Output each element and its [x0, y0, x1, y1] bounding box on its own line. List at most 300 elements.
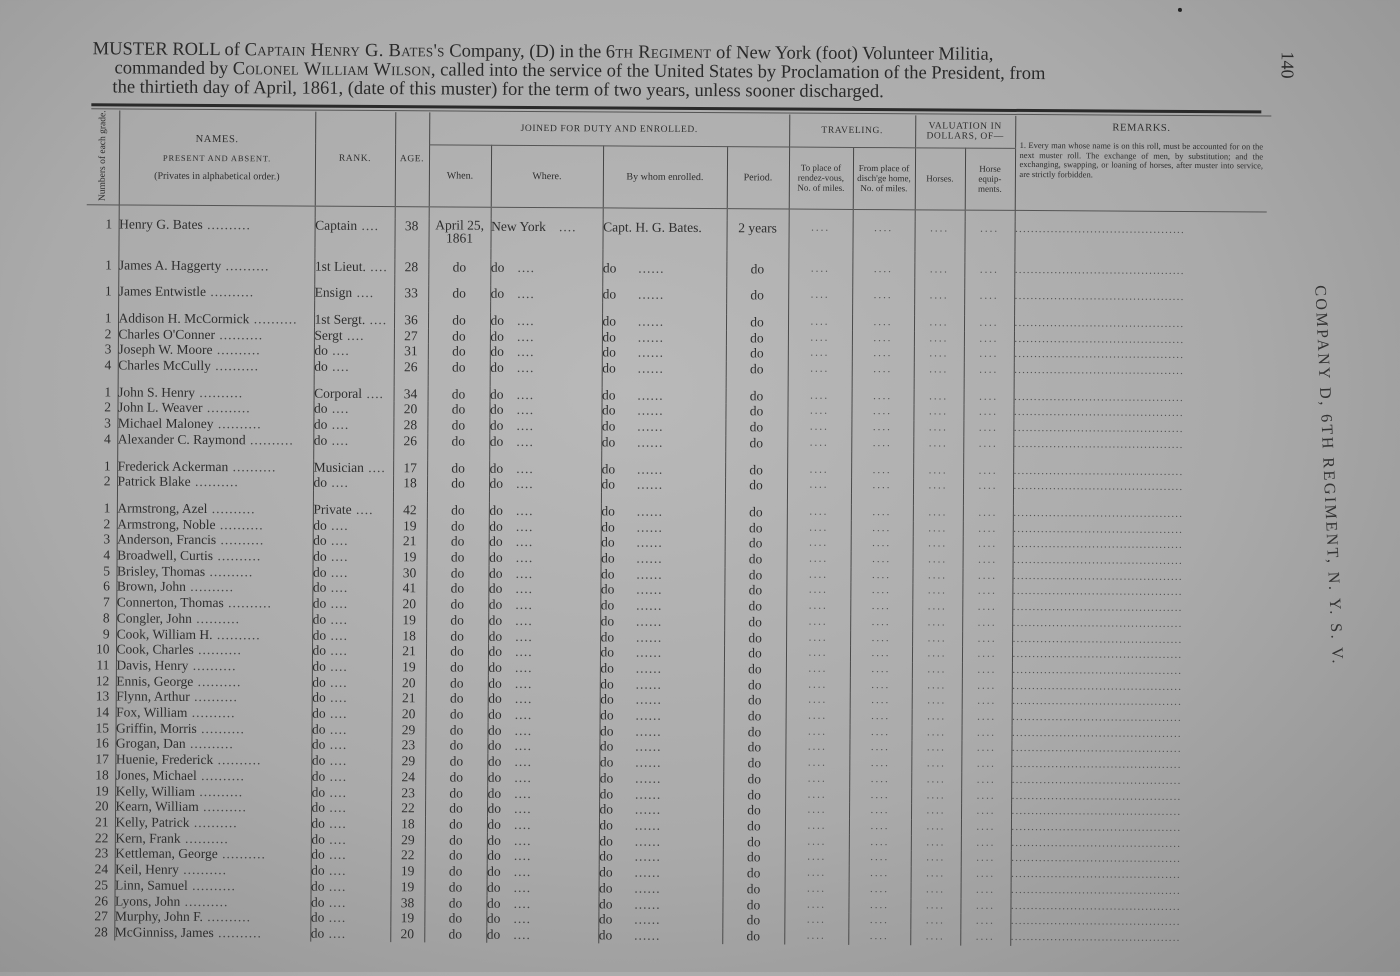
leader-dots: ......	[616, 286, 665, 302]
soldier-name-text: James Entwistle	[118, 283, 207, 300]
horse-equipment-blank: ....	[961, 757, 1011, 773]
spacer-cell	[394, 375, 428, 386]
leader-dots: ....	[500, 879, 532, 895]
period-cell: do	[723, 724, 785, 740]
leader-dots: ....	[326, 564, 349, 580]
leader-dots: ....	[545, 218, 577, 234]
horse-equipment-blank: ....	[963, 537, 1013, 553]
horses-blank: ....	[912, 647, 962, 663]
soldier-name	[115, 767, 311, 784]
soldier-name	[116, 642, 312, 659]
row-number: 27	[94, 908, 108, 924]
leader-dots: ......	[613, 676, 662, 692]
spacer-cell	[314, 301, 394, 312]
from-place-blank: ....	[848, 897, 910, 913]
rank-text: do	[312, 690, 326, 706]
leader-dots: ....	[327, 432, 350, 448]
from-place-blank: ....	[852, 288, 914, 304]
enrolled-by-cell	[600, 692, 724, 708]
spacer-cell	[394, 248, 428, 259]
horses-blank: ....	[911, 851, 961, 867]
horses-blank: ....	[914, 389, 964, 405]
from-place-blank: ....	[849, 772, 911, 788]
spacer-cell	[727, 208, 789, 220]
rank-text: do	[313, 401, 328, 417]
where-cell	[489, 503, 601, 519]
soldier-name-text: Alexander C. Raymond	[117, 431, 246, 448]
roll-body	[82, 204, 1266, 947]
period-cell: do	[724, 693, 786, 709]
enrolled-by-cell	[599, 817, 723, 833]
side-caption: COMPANY D, 6TH REGIMENT, N. Y. S. V.	[1311, 284, 1346, 667]
rank-text: do	[310, 909, 325, 925]
where-text: do	[487, 816, 502, 832]
where-text: do	[486, 910, 501, 927]
leader-dots: ......	[614, 613, 663, 629]
leader-dots: ......	[614, 629, 663, 645]
remarks-blank: ...........................................	[1012, 694, 1264, 711]
where-cell	[488, 644, 600, 660]
when-cell: do	[425, 722, 487, 738]
from-place-blank: ....	[849, 740, 911, 756]
when-cell: do	[425, 879, 487, 895]
rank-cell	[313, 459, 393, 475]
where-cell	[487, 785, 599, 801]
where-text: do	[487, 848, 501, 864]
leader-dots: ....	[363, 459, 386, 475]
spacer-cell	[914, 278, 964, 289]
title-text: , called into the service of the United States by Proclamation of the President, from	[430, 60, 1046, 85]
to-place-blank: ....	[784, 913, 848, 929]
horse-equipment-blank: ....	[963, 463, 1013, 479]
rank-text: 1st Sergt.	[314, 311, 366, 327]
soldier-name	[116, 626, 312, 643]
from-place-blank: ....	[850, 662, 912, 678]
where-cell	[488, 581, 600, 597]
enrolled-by-text: do	[601, 418, 616, 434]
where-text: do	[489, 460, 504, 476]
when-cell: do	[428, 312, 490, 328]
age-cell: 30	[392, 565, 426, 581]
spacer-cell	[913, 494, 963, 505]
soldier-name-text: Patrick Blake	[117, 473, 191, 490]
rank-text: do	[311, 737, 326, 753]
row-number: 8	[102, 610, 110, 626]
horses-blank: ....	[913, 436, 963, 452]
period-cell: do	[725, 520, 787, 536]
enrolled-by-text: do	[600, 597, 615, 613]
where-cell	[488, 565, 600, 581]
enrolled-by-text: do	[600, 613, 615, 629]
age-cell: 17	[393, 460, 427, 476]
from-place-blank: ....	[851, 521, 913, 537]
leader-dots: ....	[501, 644, 533, 660]
where-cell	[489, 434, 601, 450]
from-place-blank: ....	[850, 615, 912, 631]
leader-dots: ....	[501, 801, 532, 817]
to-place-blank: ....	[784, 928, 848, 944]
spacer-cell	[913, 452, 963, 463]
soldier-name	[117, 500, 313, 517]
where-text: do	[488, 565, 503, 581]
where-cell	[488, 707, 600, 723]
leader-dots: ....	[502, 518, 534, 534]
spacer-cell	[914, 378, 964, 389]
row-number: 25	[94, 877, 109, 893]
age-cell: 19	[393, 549, 427, 565]
leader-dots: ....	[502, 628, 533, 644]
soldier-name	[118, 357, 314, 374]
when-cell: do	[426, 612, 488, 628]
enrolled-by-text: do	[602, 313, 617, 329]
horse-equipment-blank: ....	[962, 615, 1012, 631]
spacer-cell	[394, 301, 428, 312]
leader-dots: ......	[612, 880, 661, 896]
leader-dots: ......	[615, 329, 665, 345]
rank-cell	[313, 533, 393, 549]
leader-dots: ......	[615, 434, 664, 450]
where-text: do	[490, 259, 505, 275]
to-place-blank: ....	[788, 314, 852, 330]
where-text: do	[488, 643, 503, 660]
row-number: 20	[95, 798, 109, 814]
spacer-cell	[428, 248, 490, 259]
soldier-name	[118, 326, 314, 343]
leader-dots: ....	[327, 416, 350, 432]
when-cell: do	[426, 581, 488, 597]
period-cell: do	[723, 850, 785, 866]
header-horses: Horses.	[915, 147, 965, 209]
leader-dots: ......	[612, 864, 661, 880]
leader-dots: ....	[324, 862, 347, 878]
enrolled-by-cell	[599, 802, 723, 818]
spacer-cell	[490, 275, 602, 287]
horses-blank: ....	[914, 262, 964, 278]
where-text: do	[487, 722, 502, 738]
leader-dots: ....	[326, 533, 349, 549]
enrolled-by-text: do	[599, 880, 613, 896]
horse-equipment-blank: ....	[960, 914, 1010, 930]
spacer-cell	[602, 249, 726, 261]
soldier-name	[117, 516, 313, 533]
rank-text: do	[312, 611, 327, 627]
enrolled-by-cell	[599, 880, 723, 896]
where-cell	[490, 259, 602, 275]
enrolled-by-cell	[601, 434, 725, 450]
where-text: do	[489, 417, 504, 433]
age-cell: 22	[391, 848, 425, 864]
leader-dots: ......	[613, 691, 662, 708]
when-cell: do	[425, 738, 487, 754]
leader-dots: ....	[500, 911, 532, 927]
horses-blank: ....	[912, 631, 962, 647]
rank-cell	[314, 285, 394, 301]
enrolled-by-cell	[600, 613, 724, 629]
document-title	[92, 40, 1262, 104]
spacer-cell	[489, 492, 601, 504]
soldier-name-text: Michael Maloney	[117, 415, 214, 432]
rank-text: do	[313, 532, 327, 549]
soldier-name	[114, 924, 310, 941]
leader-dots: ....	[324, 909, 347, 926]
enrolled-by-cell	[600, 660, 724, 676]
period-cell: do	[723, 755, 785, 771]
leader-dots: ..........	[187, 877, 237, 893]
where-cell	[486, 911, 598, 927]
soldier-name-text: Armstrong, Noble	[117, 516, 216, 532]
leader-dots: ..........	[221, 257, 270, 273]
leader-dots: ......	[613, 644, 663, 661]
enrolled-by-cell	[600, 707, 724, 723]
soldier-name-text: Kettleman, George	[115, 845, 218, 862]
where-cell	[487, 832, 599, 848]
rank-text: do	[311, 752, 326, 768]
from-place-blank: ....	[851, 478, 913, 494]
soldier-name	[115, 830, 311, 847]
leader-dots: ....	[351, 501, 374, 517]
to-place-blank: ....	[786, 709, 850, 725]
leader-dots: ......	[615, 387, 664, 403]
where-text: do	[488, 675, 502, 691]
spacer-cell	[726, 377, 788, 388]
age-cell: 28	[394, 259, 428, 275]
rank-text: do	[312, 642, 327, 658]
leader-dots: ..........	[223, 595, 272, 611]
leader-dots: ..........	[212, 342, 261, 358]
leader-dots: ....	[326, 595, 349, 612]
title-line-3: the thirtieth day of April, 1861, (date of this muster) for the term of two years, unless sooner discharged.	[112, 77, 884, 103]
spacer-cell	[725, 451, 787, 462]
period-cell: do	[725, 504, 787, 520]
leader-dots: ....	[352, 285, 375, 301]
soldier-name	[115, 814, 311, 831]
leader-dots: ....	[325, 784, 348, 800]
age-cell: 18	[392, 628, 426, 644]
row-number: 17	[95, 751, 109, 767]
enrolled-by-text: do	[601, 534, 615, 550]
soldier-name-text: Kern, Frank	[115, 830, 181, 846]
rank-cell	[311, 831, 391, 847]
leader-dots: ..........	[194, 384, 244, 400]
soldier-name-text: Davis, Henry	[116, 657, 189, 673]
spacer-cell	[914, 304, 964, 315]
row-number: 2	[104, 325, 112, 342]
horse-equipment-blank: ....	[964, 363, 1014, 379]
age-cell: 33	[394, 285, 428, 301]
soldier-name-text: Joseph W. Moore	[118, 341, 213, 358]
remarks-blank: ...........................................	[1011, 851, 1263, 868]
leader-dots: ....	[365, 258, 388, 274]
spacer-cell	[851, 451, 913, 462]
soldier-name-text: Fox, William	[116, 704, 188, 720]
soldier-name	[116, 563, 312, 580]
leader-dots: ..........	[190, 474, 239, 490]
leader-dots: ....	[325, 800, 347, 816]
from-place-blank: ....	[851, 436, 913, 452]
leader-dots: ....	[324, 894, 347, 910]
spacer-cell	[313, 448, 393, 459]
header-numbers	[87, 110, 120, 204]
horse-equipment-blank: ....	[961, 725, 1011, 741]
leader-dots: ..........	[202, 400, 251, 416]
when-cell: do	[426, 628, 488, 644]
enrolled-by-cell	[598, 927, 722, 943]
leader-dots: ..........	[202, 909, 252, 925]
leader-dots: ....	[500, 895, 532, 911]
spacer-cell	[602, 276, 726, 288]
where-cell	[490, 328, 602, 344]
enrolled-by-text: do	[601, 519, 615, 535]
age-cell: 38	[394, 218, 428, 248]
spacer-cell	[726, 276, 788, 287]
horses-blank: ....	[911, 804, 961, 820]
header-remarks-title: REMARKS.	[1112, 122, 1171, 134]
soldier-name	[116, 579, 312, 596]
where-cell	[487, 770, 599, 786]
where-cell	[487, 738, 599, 754]
leader-dots: ....	[365, 311, 388, 328]
leader-dots: ....	[502, 581, 534, 597]
enrolled-by-cell	[600, 645, 724, 661]
where-cell	[488, 613, 600, 629]
period-cell: do	[723, 771, 785, 787]
remarks-blank: ...........................................	[1011, 804, 1263, 821]
leader-dots: ..........	[185, 736, 234, 752]
leader-dots: ..........	[206, 284, 255, 300]
enrolled-by-cell	[600, 582, 724, 598]
from-place-blank: ....	[848, 913, 910, 929]
leader-dots: ..........	[202, 216, 251, 232]
leader-dots: ....	[326, 580, 349, 596]
from-place-blank: ....	[849, 835, 911, 851]
rank-text: do	[314, 358, 328, 374]
spacer-cell	[85, 447, 117, 458]
leader-dots: ....	[325, 642, 348, 659]
rank-text: do	[311, 815, 326, 831]
remarks-blank: ...........................................	[1011, 789, 1263, 806]
row-number: 3	[104, 341, 112, 357]
soldier-name	[116, 610, 312, 627]
rank-cell	[314, 343, 394, 359]
to-place-blank: ....	[786, 599, 850, 615]
leader-dots: ....	[327, 474, 349, 491]
leader-dots: ......	[615, 402, 664, 419]
from-place-blank: ....	[849, 725, 911, 741]
rank-text: do	[312, 705, 326, 721]
soldier-name-text: Henry G. Bates	[119, 215, 203, 232]
age-cell: 27	[394, 328, 428, 344]
row-number: 6	[103, 578, 110, 594]
soldier-name	[115, 862, 311, 879]
spacer-cell	[601, 492, 725, 504]
rank-text: Corporal	[314, 385, 363, 401]
rank-cell	[313, 502, 393, 518]
header-names-title: NAMES.	[195, 133, 239, 145]
period-cell: do	[724, 583, 786, 599]
period-cell: do	[724, 661, 786, 677]
period-cell: do	[725, 536, 787, 552]
soldier-name-text: Kearn, William	[115, 798, 199, 815]
leader-dots: ....	[500, 832, 532, 848]
leader-dots: ......	[613, 786, 662, 802]
where-cell	[490, 360, 602, 376]
title-heading: MUSTER ROLL	[92, 39, 221, 61]
to-place-blank: ....	[786, 662, 850, 678]
where-text: do	[488, 581, 503, 597]
when-cell: do	[427, 518, 489, 534]
rank-cell	[311, 800, 391, 816]
where-text: do	[487, 863, 501, 879]
leader-dots: ......	[612, 911, 661, 927]
where-cell	[489, 418, 601, 434]
row-number: 1	[105, 256, 112, 272]
rank-cell	[313, 475, 393, 491]
period-cell: do	[724, 614, 786, 630]
horses-blank: ....	[914, 289, 964, 305]
leader-dots: ......	[615, 313, 665, 329]
where-cell	[488, 660, 600, 676]
row-number: 21	[94, 814, 109, 830]
from-place-blank: ....	[849, 850, 911, 866]
leader-dots: ....	[325, 721, 348, 737]
enrolled-by-cell	[601, 535, 725, 551]
leader-dots: ....	[324, 847, 347, 863]
horses-blank: ....	[912, 568, 962, 584]
horses-blank: ....	[911, 725, 961, 741]
remarks-blank: ...........................................	[1012, 584, 1264, 601]
from-place-blank: ....	[852, 362, 914, 378]
when-cell: do	[428, 344, 490, 360]
colonel-name: Colonel William Wilson	[232, 59, 432, 81]
leader-dots: ....	[501, 753, 533, 770]
to-place-blank: ....	[788, 346, 852, 362]
from-place-blank: ....	[850, 568, 912, 584]
period-cell: do	[724, 677, 786, 693]
soldier-name	[114, 909, 310, 926]
rank-text: do	[312, 595, 327, 611]
row-number: 3	[103, 531, 111, 547]
leader-dots: ..........	[189, 689, 238, 705]
soldier-name-text: Kelly, Patrick	[115, 814, 190, 830]
enrolled-by-cell	[599, 739, 723, 755]
enrolled-by-cell	[599, 865, 723, 881]
leader-dots: ....	[500, 926, 531, 942]
horses-blank: ....	[914, 362, 964, 378]
when-cell: April 25, 1861	[428, 218, 490, 248]
age-cell: 18	[391, 816, 425, 832]
leader-dots: ....	[357, 217, 380, 233]
spacer-cell	[491, 207, 603, 219]
leader-dots: ....	[325, 737, 348, 753]
when-cell: do	[427, 402, 489, 418]
captain-name: Captain Henry G. Bates's	[244, 40, 445, 62]
horse-equipment-blank: ....	[962, 678, 1012, 694]
leader-dots: ....	[327, 401, 350, 417]
leader-dots: ....	[325, 690, 348, 706]
soldier-name	[116, 689, 312, 706]
horses-blank: ....	[913, 521, 963, 537]
rank-text: do	[313, 517, 327, 533]
remarks-blank: ...........................................	[1014, 390, 1266, 407]
where-text: do	[489, 534, 503, 550]
soldier-name-text: Charles McCully	[118, 357, 211, 374]
soldier-name-text: Kelly, William	[115, 783, 196, 799]
horses-blank: ....	[911, 819, 961, 835]
rank-cell	[311, 721, 391, 737]
leader-dots: ....	[503, 312, 535, 328]
spacer-cell	[428, 275, 490, 286]
soldier-name	[118, 216, 314, 247]
